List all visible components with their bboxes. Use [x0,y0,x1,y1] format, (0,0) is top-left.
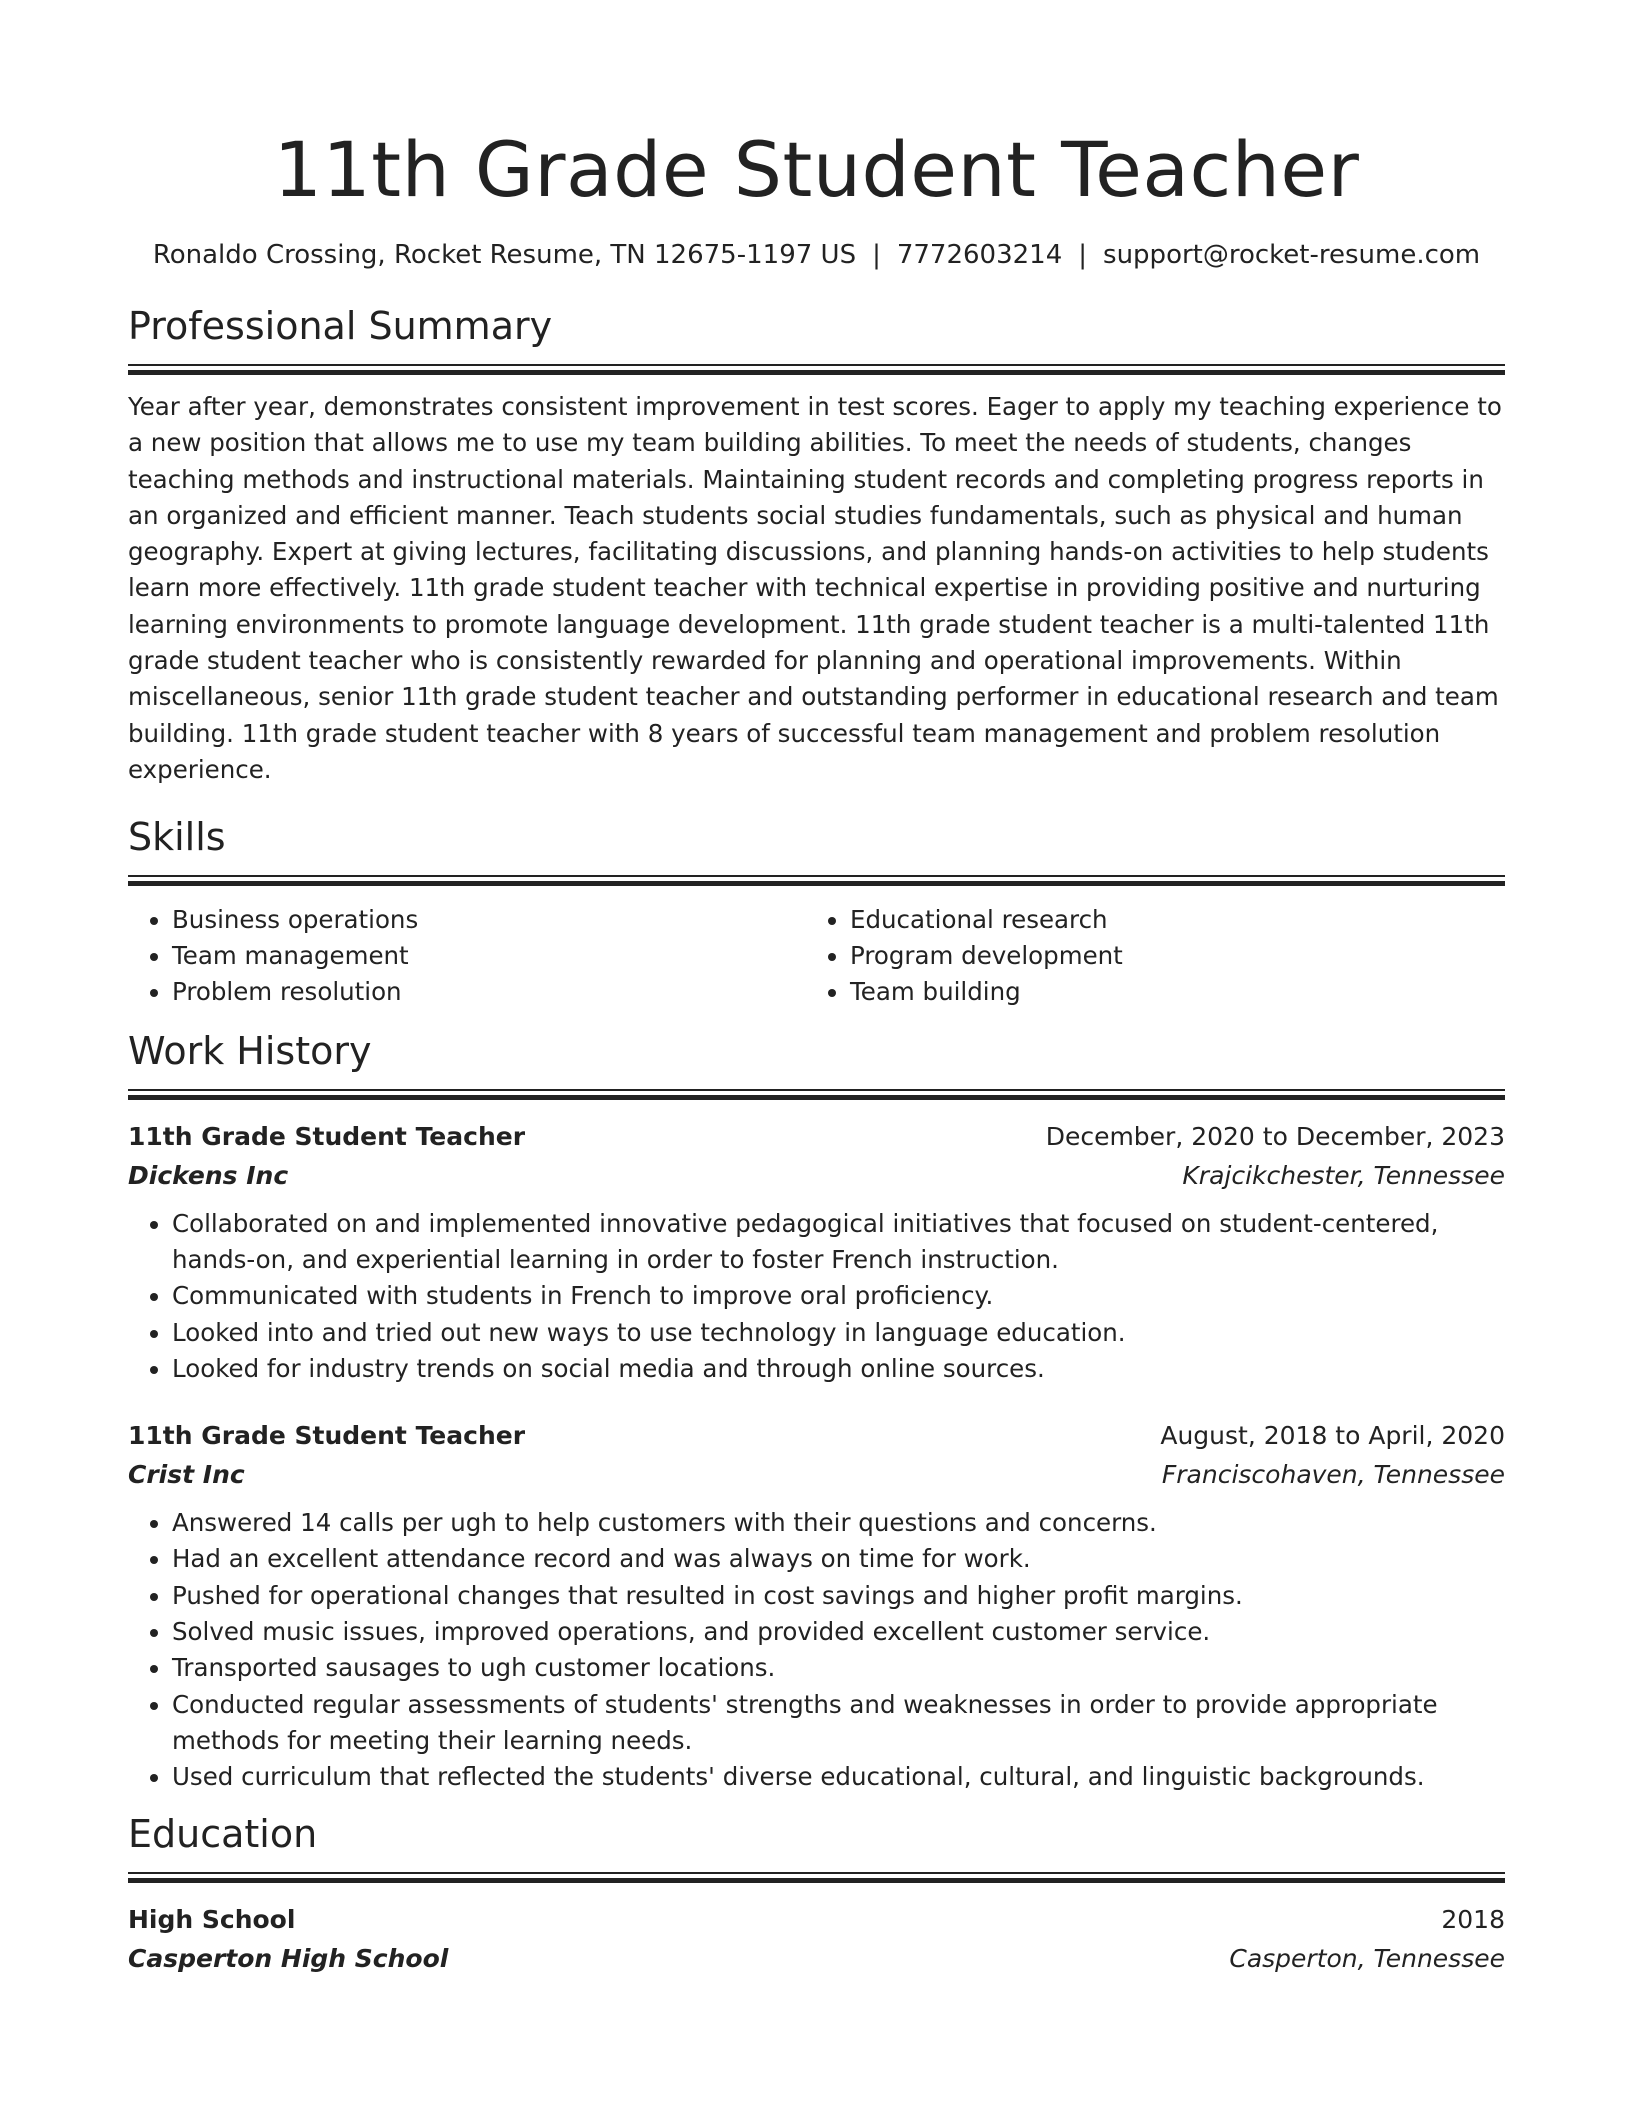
education-year: 2018 [1441,1904,1505,1934]
job-location: Franciscohaven, Tennessee [1161,1460,1505,1490]
resume-title: 11th Grade Student Teacher [273,125,1360,214]
section-divider [128,364,1505,375]
skills-left-list [128,902,806,1011]
skill-item: • Team building [850,974,1484,1010]
job-header [128,1118,1505,1156]
education-degree: High School [128,1904,296,1934]
summary-text: Year after year, demonstrates consistent improvement in test scores. Eager to apply my teaching experience to a new position that allows me to use my team building abilities. To meet the needs of students, changes teaching methods and instructional materials. Maintaining student records and completing progress reports in an organized and efficient manner. Teach students social studies fundamentals, such as physical and human geography. Expert at giving lectures, facilitating discussions, and planning hands-on activities to help students learn more effectively. 11th grade student teacher with technical expertise in providing positive and nurturing learning environments to promote language development. 11th grade student teacher is a multi-talented 11th grade student teacher who is consistently rewarded for planning and operational improvements. Within miscellaneous, senior 11th grade student teacher and outstanding performer in educational research and team building. 11th grade student teacher with 8 years of successful team management and problem resolution experience. [128,392,1502,784]
skills-section [128,813,1505,1011]
skill-item: • Business operations [172,902,806,938]
education-school: Casperton High School [128,1943,449,1973]
contact-separator: | [1078,240,1088,270]
contact-phone: 7772603214 [896,240,1063,270]
skill-item: • Team management [172,938,806,974]
job-bullet: • Pushed for operational changes that resulted in cost savings and higher profit margins. [172,1578,1505,1614]
job-bullet: • Used curriculum that reflected the students' diverse educational, cultural, and linguistic backgrounds. [172,1759,1505,1795]
education-subheader [128,1939,1505,1979]
skill-item: • Problem resolution [172,974,806,1010]
job-bullet: • Looked into and tried out new ways to use technology in language education. [172,1315,1505,1351]
summary-heading: Professional Summary [128,304,553,348]
job-subheader [128,1455,1505,1495]
job-entry [128,1118,1505,1387]
job-entry [128,1417,1505,1795]
job-bullet: • Transported sausages to ugh customer locations. [172,1650,1505,1686]
education-location: Casperton, Tennessee [1229,1943,1505,1973]
job-company: Crist Inc [128,1460,245,1490]
section-divider [128,1872,1505,1883]
education-section [128,1810,1505,1979]
skill-item: • Educational research [850,902,1484,938]
work-heading: Work History [128,1028,372,1073]
job-location: Krajcikchester, Tennessee [1182,1160,1505,1190]
section-divider [128,875,1505,886]
job-bullets [128,1206,1505,1387]
job-subheader [128,1156,1505,1196]
job-dates: August, 2018 to April, 2020 [1160,1421,1505,1451]
job-bullet: • Collaborated on and implemented innovative pedagogical initiatives that focused on student-centered, hands-on, and experiential learning in order to foster French instruction. [172,1206,1505,1279]
education-entry [128,1901,1505,1979]
job-role: 11th Grade Student Teacher [128,1421,526,1451]
job-bullet: • Communicated with students in French to improve oral proficiency. [172,1278,1505,1314]
job-company: Dickens Inc [128,1160,289,1190]
education-header [128,1901,1505,1939]
job-header [128,1417,1505,1455]
contact-line [128,238,1505,272]
contact-address: Ronaldo Crossing, Rocket Resume, TN 12675-1197 US [152,240,857,270]
summary-section [128,302,1505,788]
education-heading: Education [128,1811,318,1856]
skill-item: • Program development [850,938,1484,974]
work-section [128,1027,1505,1796]
job-bullet: • Answered 14 calls per ugh to help customers with their questions and concerns. [172,1505,1505,1541]
skills-columns [128,902,1505,1011]
skills-right-list [806,902,1484,1011]
job-bullets [128,1505,1505,1795]
job-role: 11th Grade Student Teacher [128,1121,526,1151]
contact-separator: | [872,240,881,270]
contact-email: support@rocket-resume.com [1103,240,1481,270]
job-bullet: • Solved music issues, improved operations, and provided excellent customer service. [172,1614,1505,1650]
job-bullet: • Conducted regular assessments of students' strengths and weaknesses in order to provide appropriate methods for meeting their learning needs. [172,1687,1505,1760]
skills-heading: Skills [128,814,226,859]
job-dates: December, 2020 to December, 2023 [1045,1121,1505,1151]
job-bullet: • Looked for industry trends on social media and through online sources. [172,1351,1505,1387]
section-divider [128,1089,1505,1100]
job-bullet: • Had an excellent attendance record and was always on time for work. [172,1541,1505,1577]
